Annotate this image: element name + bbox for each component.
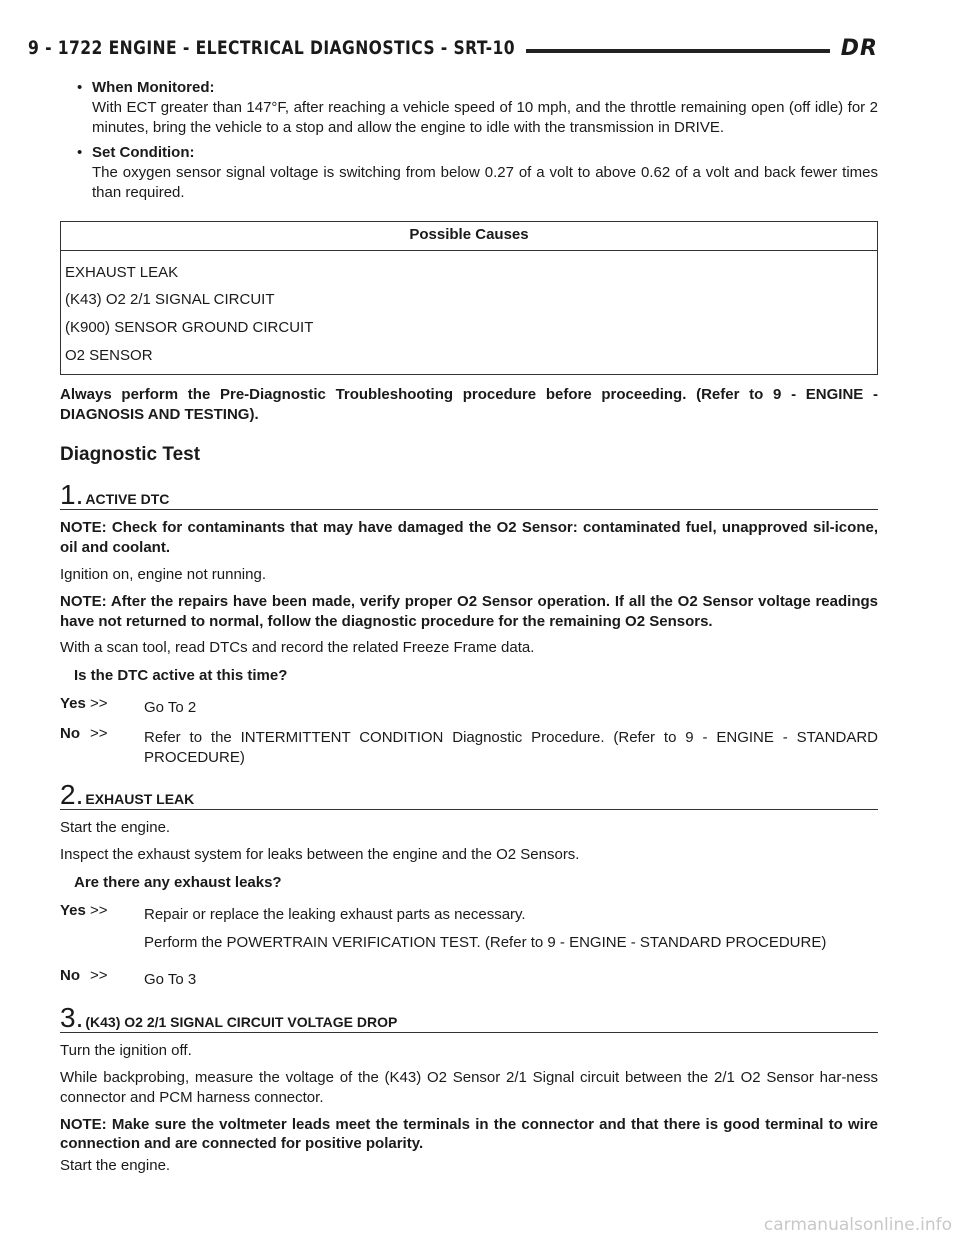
bullet-label: Set Condition: <box>92 144 195 162</box>
header-title: 9 - 1722 ENGINE - ELECTRICAL DIAGNOSTICS - SRT-10 <box>28 37 515 59</box>
step-text: Turn the ignition off. <box>60 1042 192 1060</box>
step-1-heading <box>60 481 878 510</box>
bullet-dot-icon: • <box>77 144 83 162</box>
answer-key: Yes <box>60 695 86 713</box>
bullet-text: The oxygen sensor signal voltage is switching from below 0.27 of a volt to above 0.62 of a volt and back fewer times than required. <box>92 164 878 201</box>
answer-text: Repair or replace the leaking exhaust parts as necessary. <box>144 905 526 923</box>
arrow-icon: >> <box>90 967 108 985</box>
step-2-heading <box>60 781 878 810</box>
section-title: Diagnostic Test <box>60 444 201 466</box>
step-question: Is the DTC active at this time? <box>74 667 288 685</box>
answer-no <box>60 724 878 768</box>
answer-text: Go To 2 <box>144 699 197 717</box>
arrow-icon: >> <box>90 901 108 919</box>
page-content <box>60 78 878 1183</box>
answer-key: No <box>60 724 80 742</box>
header-rule <box>526 49 830 53</box>
cause-item: EXHAUST LEAK <box>65 263 179 281</box>
step-number: 1. <box>60 479 84 511</box>
step-text: Ignition on, engine not running. <box>60 566 266 584</box>
step-text: Start the engine. <box>60 819 171 837</box>
step-title: ACTIVE DTC <box>85 491 170 508</box>
arrow-icon: >> <box>90 695 108 713</box>
answer-key: No <box>60 967 80 985</box>
possible-causes-list <box>61 251 877 374</box>
bullet-set-condition <box>60 143 878 202</box>
arrow-icon: >> <box>90 724 108 742</box>
bullet-text: With ECT greater than 147°F, after reaching a vehicle speed of 10 mph, and the throttle remaining open (off idle) for 2 minutes, bring the vehicle to a stop and allow the engine to idle with the transmission in DRIVE. <box>92 98 878 136</box>
step-text: While backprobing, measure the voltage of the (K43) O2 Sensor 2/1 Signal circuit between the 2/1 O2 Sensor har-ness connector and PCM harness connector. <box>60 1068 878 1106</box>
step-text: Start the engine. <box>60 1157 171 1175</box>
cause-item: (K43) O2 2/1 SIGNAL CIRCUIT <box>65 291 275 309</box>
step-text: Inspect the exhaust system for leaks between the engine and the O2 Sensors. <box>60 846 580 864</box>
page-header <box>28 36 878 66</box>
step-title: (K43) O2 2/1 SIGNAL CIRCUIT VOLTAGE DROP <box>85 1014 398 1031</box>
step-3-heading <box>60 1004 878 1033</box>
answer-text: Perform the POWERTRAIN VERIFICATION TEST. (Refer to 9 - ENGINE - STANDARD PROCEDURE) <box>144 933 827 951</box>
pre-diagnostic-note: Always perform the Pre-Diagnostic Troubleshooting procedure before proceeding. (Refer to 9 - ENGINE - DIAGNOSIS AND TESTING). <box>60 385 878 423</box>
cause-item: (K900) SENSOR GROUND CIRCUIT <box>65 319 314 337</box>
step-note: NOTE: Check for contaminants that may have damaged the O2 Sensor: contaminated fuel, unapproved sil-icone, oil and coolant. <box>60 519 878 557</box>
answer-text: Refer to the INTERMITTENT CONDITION Diagnostic Procedure. (Refer to 9 - ENGINE - STANDARD PROCEDURE) <box>144 728 878 766</box>
header-brand: DR <box>840 36 878 61</box>
step-note: NOTE: Make sure the voltmeter leads meet the terminals in the connector and that there is good terminal to wire connection and are connected for positive polarity. <box>60 1115 878 1153</box>
answer-yes <box>60 694 878 718</box>
answer-text: Go To 3 <box>144 971 197 989</box>
answer-key: Yes <box>60 901 86 919</box>
step-question: Are there any exhaust leaks? <box>74 874 282 891</box>
step-title: EXHAUST LEAK <box>85 791 195 808</box>
step-text: With a scan tool, read DTCs and record the related Freeze Frame data. <box>60 639 535 657</box>
step-note: NOTE: After the repairs have been made, verify proper O2 Sensor operation. If all the O2 Sensor voltage readings have not returned to normal, follow the diagnostic procedure for the remaining O2 Sensors. <box>60 592 878 630</box>
possible-causes-table <box>60 221 878 375</box>
bullet-dot-icon: • <box>77 79 83 96</box>
answer-text-group <box>144 901 878 961</box>
step-number: 3. <box>60 1002 84 1034</box>
cause-item: O2 SENSOR <box>65 346 153 364</box>
bullet-label: When Monitored: <box>92 79 215 96</box>
answer-yes <box>60 901 878 961</box>
possible-causes-header: Possible Causes <box>61 222 877 251</box>
answer-no <box>60 966 878 990</box>
step-number: 2. <box>60 779 84 811</box>
watermark: carmanualsonline.info <box>763 1214 952 1235</box>
bullet-when-monitored <box>60 78 878 137</box>
